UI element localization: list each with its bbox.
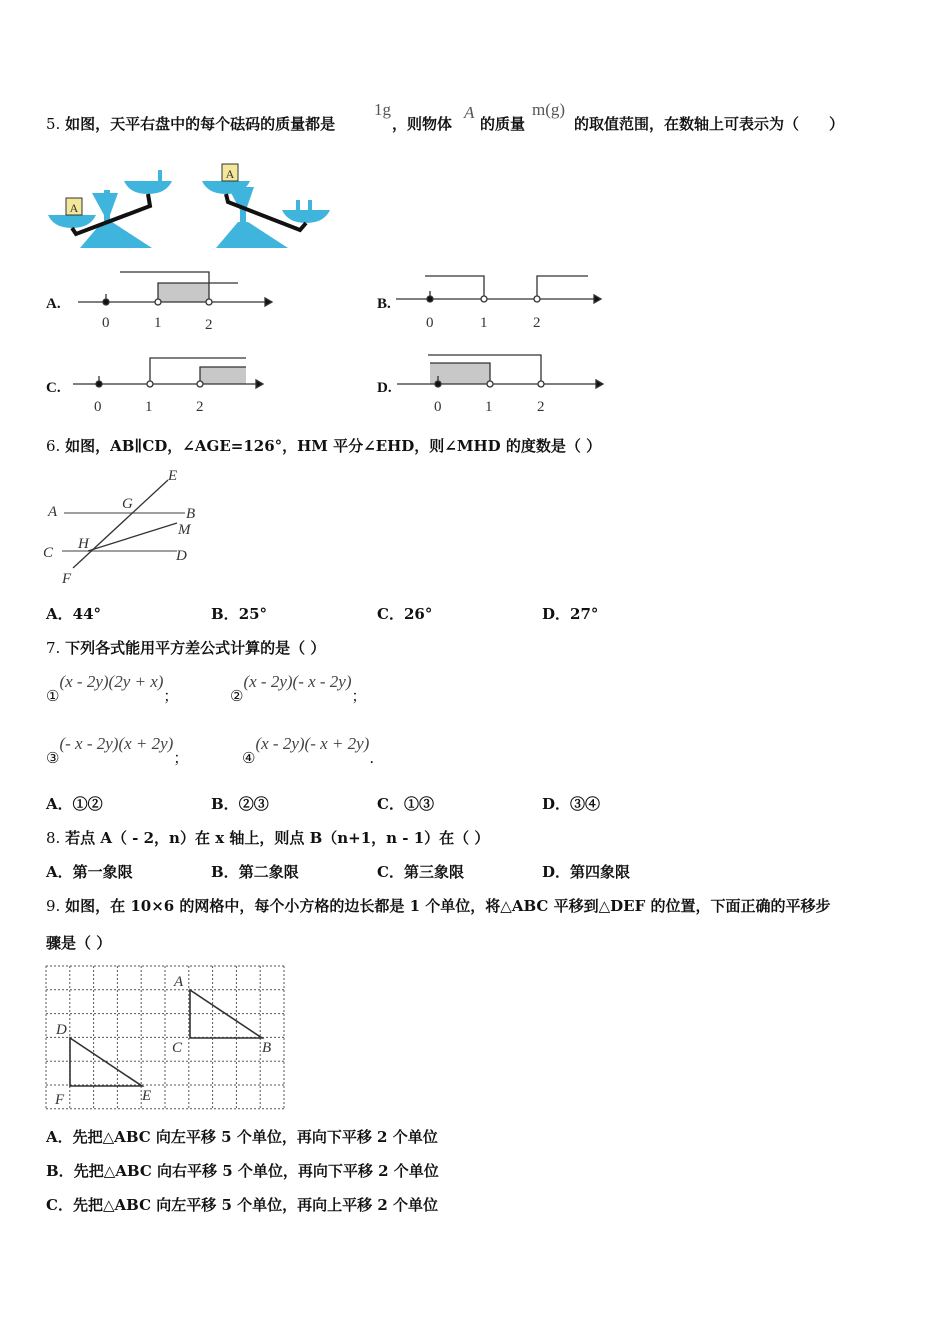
q7-option-c[interactable]: C．①③ [377,795,434,813]
q5-option-b[interactable]: B. [377,296,391,312]
svg-text:0: 0 [94,399,102,415]
q6-option-b[interactable]: B．25° [211,605,268,623]
q8-option-c[interactable]: C．第三象限 [377,863,464,881]
number-line-d [397,355,603,388]
svg-text:0: 0 [102,315,110,331]
svg-text:1: 1 [480,315,488,331]
q5-unit: 1g [374,100,391,119]
q7-item-4: ④(x - 2y)(- x + 2y). [242,734,375,767]
svg-text:2: 2 [205,317,213,333]
svg-text:F: F [62,571,72,587]
q7-stem: 7. 下列各式能用平方差公式计算的是（ ） [46,639,326,657]
svg-text:E: E [168,468,178,484]
svg-text:B: B [186,506,196,522]
svg-text:C: C [43,545,54,561]
svg-text:F: F [55,1092,65,1108]
svg-text:H: H [78,536,89,552]
svg-text:1: 1 [145,399,153,415]
q5-option-d[interactable]: D. [377,380,392,396]
q8-option-a[interactable]: A．第一象限 [46,863,133,881]
q6-option-d[interactable]: D．27° [542,605,599,623]
q9-option-a[interactable]: A．先把△ABC 向左平移 5 个单位，再向下平移 2 个单位 [46,1128,438,1146]
triangles [70,990,262,1086]
number-line-b [396,276,601,303]
q6-stem: 6. 如图，AB∥CD，∠AGE=126°，HM 平分∠EHD，则∠MHD 的度数是（ ） [46,437,602,455]
q7-option-a[interactable]: A．①② [46,795,103,813]
q7-item-3: ③(- x - 2y)(x + 2y)； [46,734,189,767]
q8-stem: 8. 若点 A（ - 2，n）在 x 轴上，则点 B（n+1，n - 1）在（ ） [46,829,490,847]
svg-text:1: 1 [154,315,162,331]
q7-item-2: ②(x - 2y)(- x - 2y)； [230,672,367,705]
svg-text:0: 0 [426,315,434,331]
svg-text:A: A [174,974,184,990]
q9-option-c[interactable]: C．先把△ABC 向左平移 5 个单位，再向上平移 2 个单位 [46,1196,439,1214]
svg-text:C: C [172,1040,183,1056]
q8-option-d[interactable]: D．第四象限 [542,863,631,881]
q7-option-b[interactable]: B．②③ [211,795,269,813]
parallel-lines-figure [62,480,185,568]
svg-text:A: A [69,201,79,215]
number-line-a [78,272,272,306]
balance-figure-2 [202,164,330,248]
svg-text:0: 0 [434,399,442,415]
q9-stem-cont: 骤是（ ） [46,934,112,952]
q7-option-d[interactable]: D．③④ [542,795,601,813]
svg-text:D: D [176,548,187,564]
svg-text:E: E [142,1088,152,1104]
balance-figure-1 [48,170,172,248]
q5-text-b: ，则物体 [392,115,453,133]
q9-stem: 9. 如图，在 10×6 的网格中，每个小方格的边长都是 1 个单位，将△ABC 平移到△DEF 的位置，下面正确的平移步 [46,897,831,915]
q6-option-c[interactable]: C．26° [377,605,433,623]
svg-text:1: 1 [485,399,493,415]
q5-option-c[interactable]: C. [46,380,61,396]
q5-stem: 5. 如图，天平右盘中的每个砝码的质量都是 [46,115,336,133]
svg-text:2: 2 [533,315,541,331]
q5-text-d: 的取值范围，在数轴上可表示为（ ） [574,115,845,133]
svg-text:M: M [178,522,191,538]
q8-option-b[interactable]: B．第二象限 [211,863,299,881]
q5-option-a[interactable]: A. [46,296,61,312]
svg-text:2: 2 [537,399,545,415]
svg-text:A: A [225,167,235,181]
q5-mvar: m(g) [532,100,566,119]
q7-item-1: ①(x - 2y)(2y + x)； [46,672,179,705]
grid-labels [54,974,271,1108]
number-line-c [73,358,263,388]
svg-text:G: G [122,496,133,512]
svg-text:D: D [56,1022,67,1038]
q6-option-a[interactable]: A．44° [46,605,102,623]
geometry-labels [43,468,195,587]
svg-text:A: A [48,504,58,520]
svg-text:B: B [262,1040,272,1056]
q5-var: A [464,103,475,122]
q9-option-b[interactable]: B．先把△ABC 向右平移 5 个单位，再向下平移 2 个单位 [46,1162,439,1180]
svg-text:2: 2 [196,399,204,415]
q5-text-c: 的质量 [480,115,526,133]
